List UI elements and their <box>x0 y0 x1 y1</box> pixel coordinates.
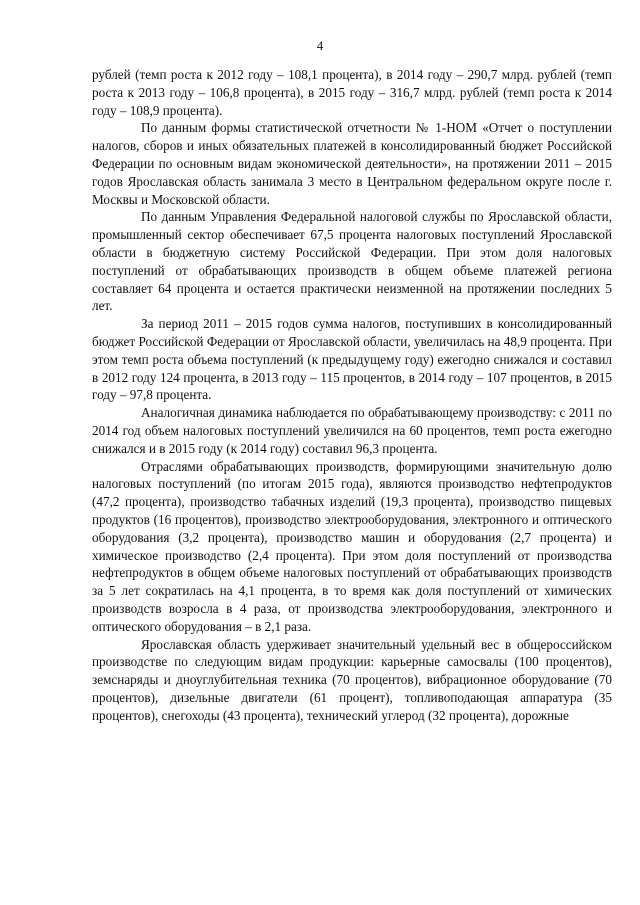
paragraph: Отраслями обрабатывающих производств, формирующими значительную долю налоговых поступлений (по итогам 2015 года), являются производство нефтепродуктов (47,2 процента), производство табачных изделий (19,3 процента), производство пищевых продуктов (16 процентов), производство электрооборудования, электронного и оптического оборудования (3,2 процента), производство машин и оборудования (2,7 процента) и химическое производство (2,4 процента). При этом доля поступлений от производства нефтепродуктов в общем объеме налоговых поступлений от обрабатывающих производств за 5 лет сократилась на 4,1 процента, в то время как доля поступлений от химических производств возросла в 4 раза, от производства электрооборудования, электронного и оптического оборудования – в 2,1 раза. <box>92 458 612 634</box>
document-body <box>92 66 612 724</box>
paragraph: рублей (темп роста к 2012 году – 108,1 процента), в 2014 году – 290,7 млрд. рублей (темп роста к 2013 году – 106,8 процента), в 2015 году – 316,7 млрд. рублей (темп роста к 2014 году – 108,9 процента). <box>92 67 612 118</box>
paragraph: За период 2011 – 2015 годов сумма налогов, поступивших в консолидированный бюджет Российской Федерации от Ярославской области, увеличилась на 48,9 процента. При этом темп роста объема поступлений (к предыдущему году) ежегодно снижался и составил в 2012 году 124 процента, в 2013 году – 115 процентов, в 2014 году – 107 процентов, в 2015 году – 97,8 процента. <box>92 316 612 403</box>
page-number: 4 <box>316 38 324 53</box>
paragraph: Ярославская область удерживает значительный удельный вес в общероссийском производстве по следующим видам продукции: карьерные самосвалы (100 процентов), земснаряды и дноуглубительная техника (70 процентов), вибрационное оборудование (70 процентов), дизельные двигатели (61 процент), топливоподающая аппаратура (35 процентов), снегоходы (43 процента), технический углерод (32 процента), дорожные <box>92 636 612 723</box>
paragraph: По данным формы статистической отчетности № 1-НОМ «Отчет о поступлении налогов, сборов и иных обязательных платежей в консолидированный бюджет Российской Федерации по основным видам экономической деятельности», на протяжении 2011 – 2015 годов Ярославская область занимала 3 место в Центральном федеральном округе после г. Москвы и Московской области. <box>92 120 612 207</box>
paragraph: По данным Управления Федеральной налоговой службы по Ярославской области, промышленный сектор обеспечивает 67,5 процента налоговых поступлений Ярославской области в бюджетную систему Российской Федерации. При этом доля налоговых поступлений от обрабатывающих производств в общем объеме платежей региона составляет 64 процента и остается практически неизменной на протяжении последних 5 лет. <box>92 209 612 314</box>
paragraph: Аналогичная динамика наблюдается по обрабатывающему производству: с 2011 по 2014 год объем налоговых поступлений увеличился на 60 процентов, темп роста ежегодно снижался и в 2015 году (к 2014 году) составил 96,3 процента. <box>92 405 612 456</box>
